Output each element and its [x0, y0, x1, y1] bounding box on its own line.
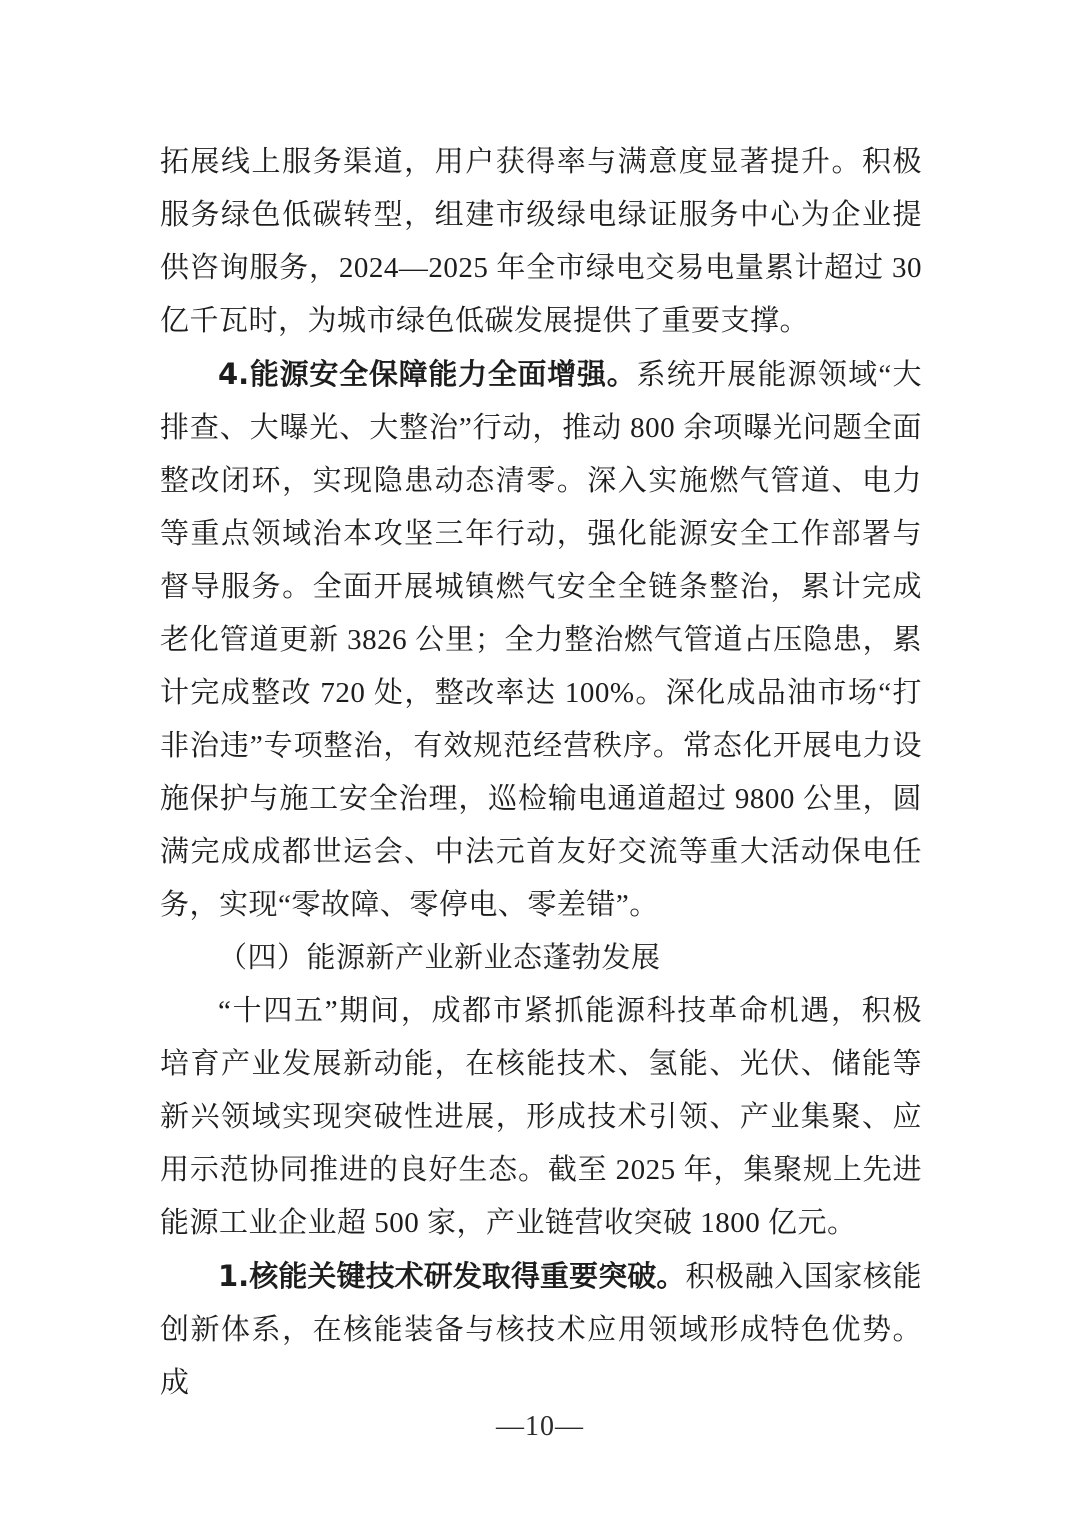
document-body: [160, 136, 922, 1410]
paragraph-continued: 拓展线上服务渠道，用户获得率与满意度显著提升。积极服务绿色低碳转型，组建市级绿电绿证服务中心为企业提供咨询服务，2024—2025 年全市绿电交易电量累计超过 30 亿千瓦时，为城市绿色低碳发展提供了重要支撑。: [160, 146, 922, 337]
paragraph-item-1: [160, 1250, 922, 1410]
item-1-bold-heading: 1.核能关键技术研发取得重要突破。: [218, 1259, 686, 1293]
page-number: —10—: [496, 1411, 584, 1442]
section-heading-4: （四）能源新产业新业态蓬勃发展: [218, 942, 661, 974]
page-footer: [0, 1410, 1080, 1444]
paragraph-section-intro: “十四五”期间，成都市紧抓能源科技革命机遇，积极培育产业发展新动能，在核能技术、氢能、光伏、储能等新兴领域实现突破性进展，形成技术引领、产业集聚、应用示范协同推进的良好生态。截至 2025 年，集聚规上先进能源工业企业超 500 家，产业链营收突破 1800 亿元。: [160, 995, 922, 1239]
item-4-body-text: 系统开展能源领域“大排查、大曝光、大整治”行动，推动 800 余项曝光问题全面整改闭环，实现隐患动态清零。深入实施燃气管道、电力等重点领域治本攻坚三年行动，强化能源安全工作部署与督导服务。全面开展城镇燃气安全全链条整治，累计完成老化管道更新 3826 公里；全力整治燃气管道占压隐患，累计完成整改 720 处，整改率达 100%。深化成品油市场“打非治违”专项整治，有效规范经营秩序。常态化开展电力设施保护与施工安全治理，巡检输电通道超过 9800 公里，圆满完成成都世运会、中法元首友好交流等重大活动保电任务，实现“零故障、零停电、零差错”。: [160, 359, 922, 921]
item-1-body-text: 积极融入国家核能创新体系，在核能装备与核技术应用领域形成特色优势。成: [160, 1261, 922, 1399]
paragraph-item-4: [160, 348, 922, 932]
item-4-bold-heading: 4.能源安全保障能力全面增强。: [218, 357, 637, 391]
